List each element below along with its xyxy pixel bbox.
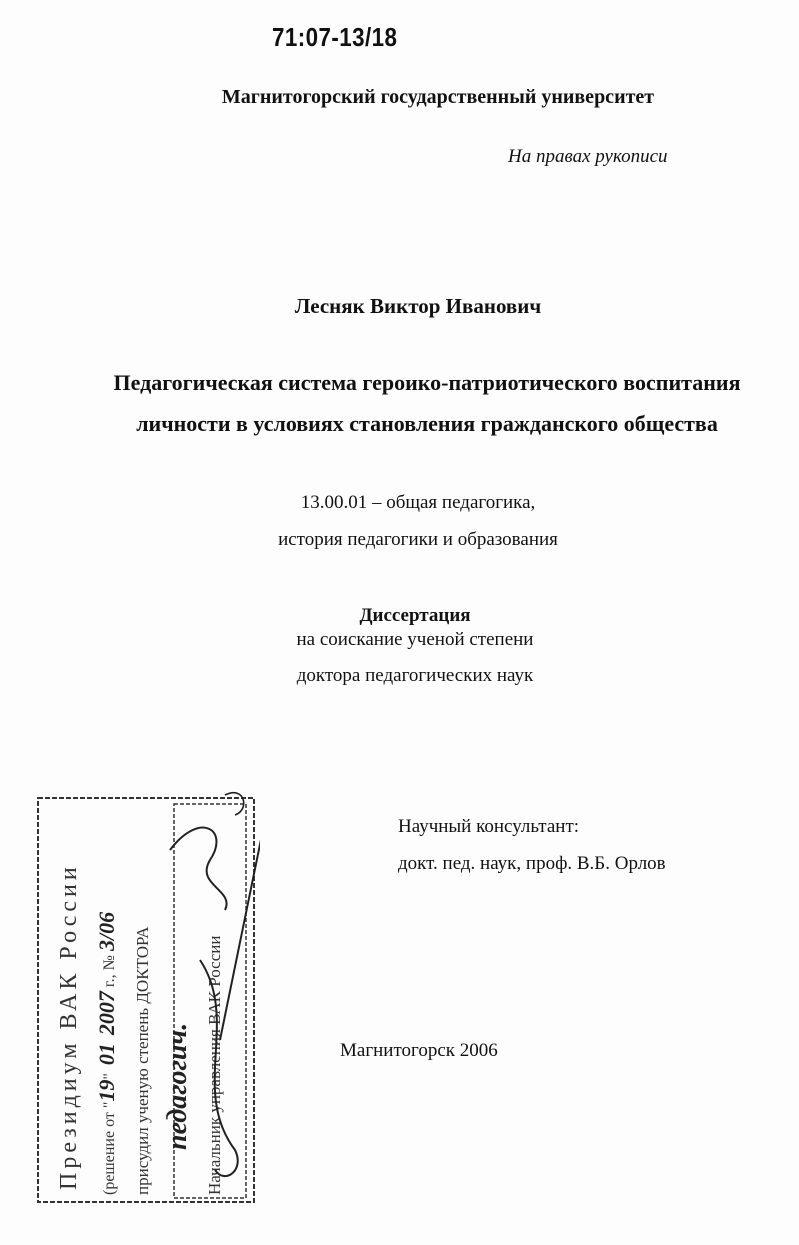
consultant-name: докт. пед. наук, проф. В.Б. Орлов	[398, 853, 666, 874]
author-name: Лесняк Виктор Иванович	[294, 294, 542, 318]
stamp-line-2: (решение от "19"012007г., №3/06	[94, 911, 119, 1195]
stamp-line-3: присудил ученую степень ДОКТОРА	[133, 926, 152, 1195]
stamp-line-5: Начальник управления ВАК России	[205, 935, 224, 1195]
rights-note: На правах рукописи	[508, 146, 668, 167]
specialty-line-2: история педагогики и образования	[278, 529, 558, 550]
dissertation-line-2: доктора педагогических наук	[296, 665, 534, 686]
specialty-line-1: 13.00.01 – общая педагогика,	[300, 492, 536, 513]
dissertation-heading: Диссертация	[359, 605, 471, 626]
title-line-2: личности в условиях становления гражданского общества	[136, 411, 718, 436]
dissertation-line-1: на соискание ученой степени	[296, 629, 534, 650]
title-line-1: Педагогическая система героико-патриотического воспитания	[113, 370, 741, 395]
stamp-line-1: Президиум ВАК России	[56, 863, 82, 1190]
archive-code: 71:07-13/18	[272, 22, 398, 52]
consultant-label: Научный консультант:	[398, 816, 580, 837]
stamp-line-4-handwritten: педагогич.	[162, 1022, 193, 1150]
city-year: Магнитогорск 2006	[340, 1040, 498, 1061]
vak-stamp	[20, 790, 260, 1210]
university-name: Магнитогорский государственный университет	[221, 86, 655, 108]
